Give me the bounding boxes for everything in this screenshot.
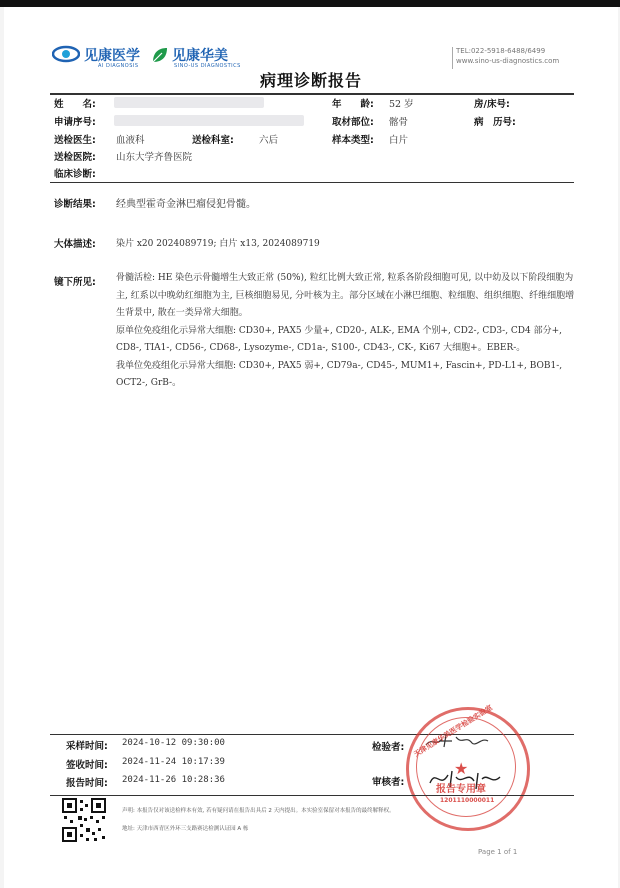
hospital-value: 山东大学齐鲁医院 — [116, 152, 193, 163]
clinical-label: 临床诊断: — [54, 169, 96, 180]
title-rule — [50, 93, 574, 95]
seal-star-icon: ★ — [454, 759, 469, 778]
leaf-logo-icon — [150, 45, 170, 65]
page-title: 病理诊断报告 — [259, 71, 362, 90]
logo-primary-sub: AI DIAGNOSIS — [98, 63, 139, 69]
footer-rule-bottom — [50, 795, 574, 796]
seal-number: 1201110000011 — [440, 797, 495, 804]
record-label: 病 历号: — [474, 117, 516, 128]
bed-label: 房/床号: — [474, 99, 510, 110]
receive-label: 签收时间: — [66, 760, 108, 771]
info-rule — [50, 182, 574, 183]
name-redacted — [114, 97, 264, 108]
micro-paragraph-1: 骨髓活检: HE 染色示骨髓增生大致正常 (50%), 粒红比例大致正常, 粒系各阶段细胞可见, 以中幼及以下阶段细胞为主, 红系以中晚幼红细胞为主, 巨核细胞易见, 分叶核为主。部分区域在小淋巴细胞、粒细胞、组织细胞、纤维细胞增生背景中, 散在一类异常大细胞。 — [116, 273, 575, 318]
top-bar — [0, 0, 620, 7]
site-label: 取材部位: — [332, 117, 374, 128]
seal-title: 报告专用章 — [436, 784, 486, 795]
logo-secondary-name: 见康华美 — [172, 48, 228, 64]
statement-text: 声明: 本报告仅对该送检样本有效, 若有疑问请在报告出具后 2 天内提出。本实验室保留对本报告的最终解释权。 — [122, 808, 395, 814]
collect-value: 2024-10-12 09:30:00 — [122, 738, 225, 748]
report-value: 2024-11-26 10:28:36 — [122, 775, 225, 785]
doctor-label: 送检医生: — [54, 135, 96, 146]
diag-value: 经典型霍奇金淋巴瘤侵犯骨髓。 — [116, 199, 256, 210]
collect-label: 采样时间: — [66, 741, 108, 752]
age-label: 年 龄: — [332, 99, 374, 110]
gross-label: 大体描述: — [54, 239, 96, 250]
sample-value: 白片 — [389, 135, 409, 146]
contact-web: www.sino-us-diagnostics.com — [456, 57, 560, 65]
name-label: 姓 名: — [54, 99, 96, 110]
room-label: 送检科室: — [192, 135, 234, 146]
micro-label: 镜下所见: — [54, 277, 96, 288]
page-number: Page 1 of 1 — [478, 848, 518, 856]
micro-findings — [116, 270, 576, 393]
logo-secondary-sub: SINO-US DIAGNOSTICS — [174, 63, 241, 69]
tester-label: 检验者: — [372, 742, 405, 753]
contact-tel: TEL:022-5918-6488/6499 — [456, 47, 546, 55]
site-value: 髂骨 — [389, 117, 409, 128]
qr-code-icon — [62, 798, 106, 842]
eye-logo-icon — [52, 44, 80, 64]
receive-value: 2024-11-24 10:17:39 — [122, 757, 225, 767]
hospital-label: 送检医院: — [54, 152, 96, 163]
micro-paragraph-3: 我单位免疫组化示异常大细胞: CD30+, PAX5 弱+, CD79a-, CD45-, MUM1+, Fascin+, PD-L1+, BOB1-, OCT2-, GrB-。 — [116, 360, 563, 388]
request-redacted — [114, 115, 304, 126]
diag-label: 诊断结果: — [54, 199, 96, 210]
doctor-value: 血液科 — [116, 135, 145, 146]
sample-label: 样本类型: — [332, 135, 374, 146]
report-label: 报告时间: — [66, 778, 108, 789]
request-label: 申请序号: — [54, 117, 96, 128]
age-value: 52 岁 — [389, 99, 414, 110]
header-divider — [452, 47, 453, 69]
logo-primary-name: 见康医学 — [84, 48, 140, 64]
gross-value: 染片 x20 2024089719; 白片 x13, 2024089719 — [116, 239, 320, 249]
report-page — [4, 7, 618, 888]
room-value: 六后 — [259, 135, 279, 146]
micro-paragraph-2: 原单位免疫组化示异常大细胞: CD30+, PAX5 少量+, CD20-, ALK-, EMA 个别+, CD2-, CD3-, CD4 部分+, CD8-, TIA1-, CD56-, CD68-, Lysozyme-, CD1a-, S100-, CD43-, CK-, Ki67 大细胞+。EBER-。 — [116, 325, 563, 353]
reviewer-label: 审核者: — [372, 777, 405, 788]
seal-ring-text: 天津见康华美医学检验实验室 — [412, 703, 494, 759]
address-text: 地址: 天津市西青区外环三支路赛达检测认证园 A 栋 — [122, 826, 249, 832]
